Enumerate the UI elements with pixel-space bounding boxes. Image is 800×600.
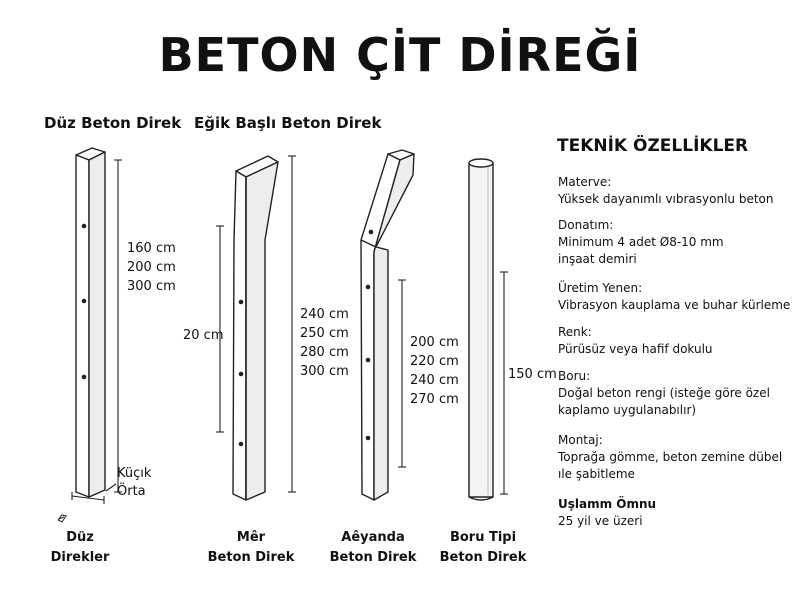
length-label: 200 cm bbox=[127, 260, 176, 275]
hole-marker bbox=[239, 442, 244, 447]
angled-post-1-drawing bbox=[233, 156, 278, 500]
length-label: 200 cm bbox=[410, 335, 459, 350]
spec-key: Donatım: bbox=[558, 218, 614, 232]
straight-post-lengths bbox=[127, 239, 176, 296]
section-label: Küçık Örta bbox=[117, 466, 152, 499]
caption-angled-post-1: Mêr Beton Direk bbox=[207, 530, 295, 565]
hole-marker bbox=[366, 436, 371, 441]
spec-value: 25 yil ve üzeri bbox=[558, 514, 643, 528]
length-label: 300 cm bbox=[300, 364, 349, 379]
spec-item bbox=[558, 280, 798, 314]
spec-item bbox=[558, 432, 783, 483]
specs-heading: TEKNİK ÖZELLİKLER bbox=[557, 136, 749, 156]
spec-key: Üretim Yenen: bbox=[558, 281, 643, 295]
head-length-label: 20 cm bbox=[183, 328, 224, 343]
spec-item bbox=[558, 324, 798, 358]
length-label: 280 cm bbox=[300, 345, 349, 360]
straight-post-drawing bbox=[76, 148, 105, 497]
spec-item bbox=[558, 174, 798, 208]
cross-section-icon bbox=[58, 515, 66, 522]
length-label: 240 cm bbox=[410, 373, 459, 388]
spec-key: Renk: bbox=[558, 325, 592, 339]
spec-value: Yüksek dayanımlı vıbrasyonlu beton bbox=[558, 192, 774, 206]
hole-marker bbox=[366, 285, 371, 290]
length-label: 240 cm bbox=[300, 307, 349, 322]
hole-marker bbox=[82, 375, 87, 380]
spec-key: Materve: bbox=[558, 175, 612, 189]
length-label: 270 cm bbox=[410, 392, 459, 407]
hole-marker bbox=[239, 300, 244, 305]
length-label: 160 cm bbox=[127, 241, 176, 256]
caption-straight-post: Düz Direkler bbox=[50, 530, 110, 565]
header-inclined-post: Eğik Başlı Beton Direk bbox=[194, 114, 382, 132]
hole-marker bbox=[366, 358, 371, 363]
spec-key: Boru: bbox=[558, 369, 591, 383]
spec-key: Montaj: bbox=[558, 433, 603, 447]
angled-post-2-lengths bbox=[410, 333, 459, 409]
hole-marker bbox=[82, 299, 87, 304]
spec-value: Doğal beton rengi (isteğe göre özel kaplamo uygulanabılır) bbox=[558, 386, 770, 417]
spec-value: Minimum 4 adet Ø8-10 mm inşaat demiri bbox=[558, 235, 724, 266]
spec-key: Uşlamm Ömnu bbox=[558, 497, 657, 511]
angled-post-1-lengths bbox=[300, 305, 349, 381]
hole-marker bbox=[239, 372, 244, 377]
length-label: 220 cm bbox=[410, 354, 459, 369]
length-label: 250 cm bbox=[300, 326, 349, 341]
spec-item bbox=[558, 496, 798, 530]
spec-value: Pürüsüz veya hafif dokulu bbox=[558, 342, 713, 356]
header-straight-post: Düz Beton Direk bbox=[44, 114, 182, 132]
page-title: BETON ÇİT DİREĞİ bbox=[158, 28, 642, 82]
length-label: 300 cm bbox=[127, 279, 176, 294]
hole-marker bbox=[82, 224, 87, 229]
spec-item bbox=[558, 217, 733, 268]
spec-item bbox=[558, 368, 773, 419]
spec-value: Vibrasyon kauplama ve buhar kürleme bbox=[558, 298, 791, 312]
pipe-post-drawing bbox=[469, 159, 493, 500]
spec-value: Toprağa gömme, beton zemine dübel ıle şabitleme bbox=[558, 450, 783, 481]
hole-marker bbox=[369, 230, 374, 235]
angled-post-2-drawing bbox=[361, 150, 414, 500]
pipe-length-label: 150 cm bbox=[508, 367, 557, 382]
caption-pipe-post: Boru Tipi Beton Direk bbox=[439, 530, 527, 565]
caption-angled-post-2: Aêyanda Beton Direk bbox=[329, 530, 417, 565]
